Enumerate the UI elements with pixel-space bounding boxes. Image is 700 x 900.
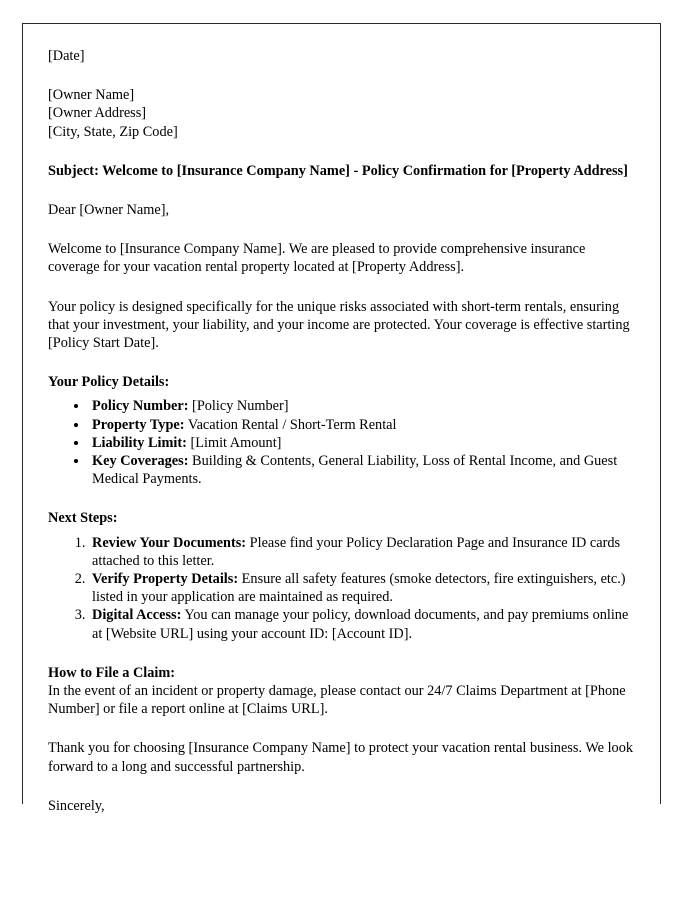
closing-paragraph: Thank you for choosing [Insurance Company Name] to protect your vacation rental business. We look forward to a long and successful partnership.	[48, 740, 633, 775]
coverage-paragraph: Your policy is designed specifically for the unique risks associated with short-term rentals, ensuring that your investment, your liability, and your income are protected. Your coverage is effective starting [Policy Start Date].	[48, 298, 630, 352]
subject-label: Subject:	[48, 162, 99, 179]
next-step-label: Verify Property Details:	[92, 571, 239, 588]
policy-detail-value: [Limit Amount]	[186, 434, 282, 451]
recipient-address: [Owner Address]	[48, 105, 147, 122]
policy-details-heading: Your Policy Details:	[48, 374, 170, 391]
list-item	[89, 397, 636, 415]
list-item	[89, 416, 636, 434]
list-item	[89, 534, 636, 570]
next-step-value: Please find your Policy Declaration Page and Insurance ID cards attached to this letter.	[92, 534, 621, 569]
next-step-label: Digital Access:	[92, 607, 182, 624]
policy-detail-value: Building & Contents, General Liability, Loss of Rental Income, and Guest Medical Payments.	[92, 453, 618, 488]
salutation-text: Dear [Owner Name],	[48, 202, 170, 219]
date-line	[48, 47, 636, 65]
claims-heading: How to File a Claim:	[48, 664, 176, 681]
policy-detail-value: Vacation Rental / Short-Term Rental	[184, 416, 397, 433]
next-steps-heading: Next Steps:	[48, 510, 118, 527]
subject-text: Welcome to [Insurance Company Name] - Policy Confirmation for [Property Address]	[98, 162, 628, 179]
list-item	[89, 570, 636, 606]
salutation	[48, 201, 636, 219]
list-item	[89, 606, 636, 642]
subject-line	[48, 162, 636, 180]
next-steps-list	[48, 534, 636, 643]
letter-page	[22, 23, 661, 814]
recipient-address-block	[48, 86, 636, 141]
policy-detail-label: Liability Limit:	[92, 434, 187, 451]
date-text: [Date]	[48, 48, 85, 64]
list-item	[89, 452, 636, 488]
policy-detail-value: [Policy Number]	[188, 398, 289, 415]
policy-detail-label: Policy Number:	[92, 398, 189, 415]
letter-body	[48, 47, 636, 815]
next-step-value: You can manage your policy, download documents, and pay premiums online at [Website URL] using your account ID: [Account ID].	[92, 607, 629, 642]
policy-detail-label: Key Coverages:	[92, 453, 189, 470]
claims-paragraph: In the event of an incident or property damage, please contact our 24/7 Claims Department at [Phone Number] or file a report online at [Claims URL].	[48, 683, 626, 718]
recipient-city-state-zip: [City, State, Zip Code]	[48, 123, 178, 140]
signoff: Sincerely,	[48, 797, 105, 814]
next-step-value: Ensure all safety features (smoke detectors, fire extinguishers, etc.) listed in your application are maintained as required.	[92, 571, 626, 606]
recipient-name: [Owner Name]	[48, 87, 135, 104]
next-step-label: Review Your Documents:	[92, 534, 247, 551]
policy-detail-label: Property Type:	[92, 416, 185, 433]
policy-details-list	[48, 397, 636, 488]
list-item	[89, 434, 636, 452]
intro-paragraph: Welcome to [Insurance Company Name]. We are pleased to provide comprehensive insurance coverage for your vacation rental property located at [Property Address].	[48, 241, 586, 276]
